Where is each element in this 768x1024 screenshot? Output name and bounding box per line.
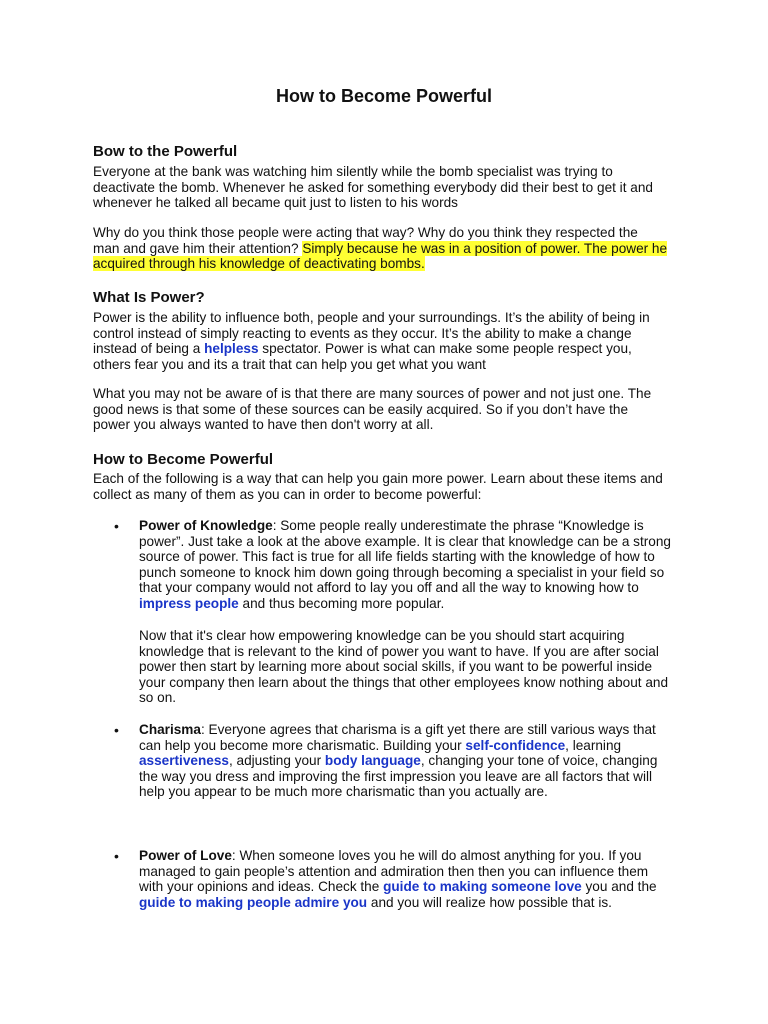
- item-text: you and the: [581, 879, 657, 894]
- list-item-power-of-knowledge: [139, 518, 674, 611]
- link-self-confidence[interactable]: self-confidence: [465, 737, 566, 753]
- item-text: : Everyone agrees that charisma is a gift yet there are still various ways that can help you become more charismatic. Building your: [139, 722, 656, 753]
- bullet-marker: •: [114, 848, 119, 864]
- list-item-power-of-love: [139, 848, 674, 910]
- item-text: : Some people really underestimate the phrase “Knowledge is power”. Just take a look at the above example. It is clear that knowledge can be a strong source of power. This fact is true for all life fields starting with the knowledge of how to punch someone to knock him down going through becoming a specialist in your field so that your company would not afford to lay you off and all the way to knowing how to: [139, 518, 671, 595]
- link-assertiveness[interactable]: assertiveness: [139, 753, 229, 768]
- paragraph-text: Why do you think those people were acting that way? Why do you think they respected the man and gave him their attention?: [93, 225, 638, 256]
- heading-bow-to-the-powerful: Bow to the Powerful: [93, 143, 238, 160]
- bullet-marker: •: [114, 518, 119, 534]
- paragraph-power-definition: [93, 310, 668, 372]
- item-text: : When someone loves you he will do almost anything for you. If you managed to gain people’s attention and admiration then then you can influence them with your opinions and ideas. Check the: [139, 848, 649, 894]
- item-term: Charisma: [139, 722, 201, 737]
- bullet-marker: •: [114, 722, 119, 738]
- page-title: How to Become Powerful: [275, 86, 493, 106]
- heading-how-to-become-powerful: How to Become Powerful: [93, 451, 274, 468]
- paragraph-why-respected: [93, 225, 668, 272]
- heading-what-is-power: What Is Power?: [93, 289, 205, 306]
- paragraph-intro: Each of the following is a way that can help you gain more power. Learn about these items and collect as many of them as you can in order to become powerful:: [93, 471, 663, 502]
- item-term: Power of Love: [139, 848, 232, 863]
- item-text: and you will realize how possible that is.: [367, 894, 612, 910]
- paragraph-text: Power is the ability to influence both, people and your surroundings. It’s the ability of being in control instead of simply reacting to events as they occur. It’s the ability to make a change instead of being a: [93, 310, 650, 356]
- link-body-language[interactable]: body language: [324, 753, 421, 768]
- item-text: , adjusting your: [228, 753, 325, 768]
- paragraph-sources-of-power: What you may not be aware of is that there are many sources of power and not just one. The good news is that some of these sources can be easily acquired. So if you don’t have the power you always wanted to have then don't worry at all.: [93, 386, 652, 432]
- link-guide-making-someone-love[interactable]: guide to making someone love: [383, 879, 582, 894]
- list-item-knowledge-paragraph-2: Now that it's clear how empowering knowledge can be you should start acquiring knowledge that is relevant to the kind of power you want to have. If you are after social power then start by learning more about social skills, if you want to be powerful inside your company then learn about the things that other employees know nothing about and so on.: [139, 628, 669, 705]
- link-guide-making-people-admire[interactable]: guide to making people admire you: [139, 894, 368, 910]
- item-text: , learning: [565, 737, 622, 753]
- highlighted-text: Simply because he was in a position of power. The power he acquired through his knowledge of deactivating bombs.: [93, 240, 668, 271]
- link-impress-people[interactable]: impress people: [139, 595, 239, 611]
- paragraph-text: spectator. Power is what can make some people respect you, others fear you and its a trait that can help you get what you want: [93, 341, 632, 372]
- item-term: Power of Knowledge: [139, 518, 273, 533]
- link-helpless[interactable]: helpless: [204, 341, 259, 356]
- item-text: and thus becoming more popular.: [238, 595, 445, 611]
- list-item-charisma: [139, 722, 674, 800]
- paragraph-bank-story: Everyone at the bank was watching him silently while the bomb specialist was trying to deactivate the bomb. Whenever he asked for something everybody did their best to get it and whenever he talked all became quit just to listen to his words: [93, 164, 653, 210]
- item-text: , changing your tone of voice, changing the way you dress and improving the first impression you leave are all factors that will help you appear to be much more charismatic than you actually are.: [139, 753, 658, 799]
